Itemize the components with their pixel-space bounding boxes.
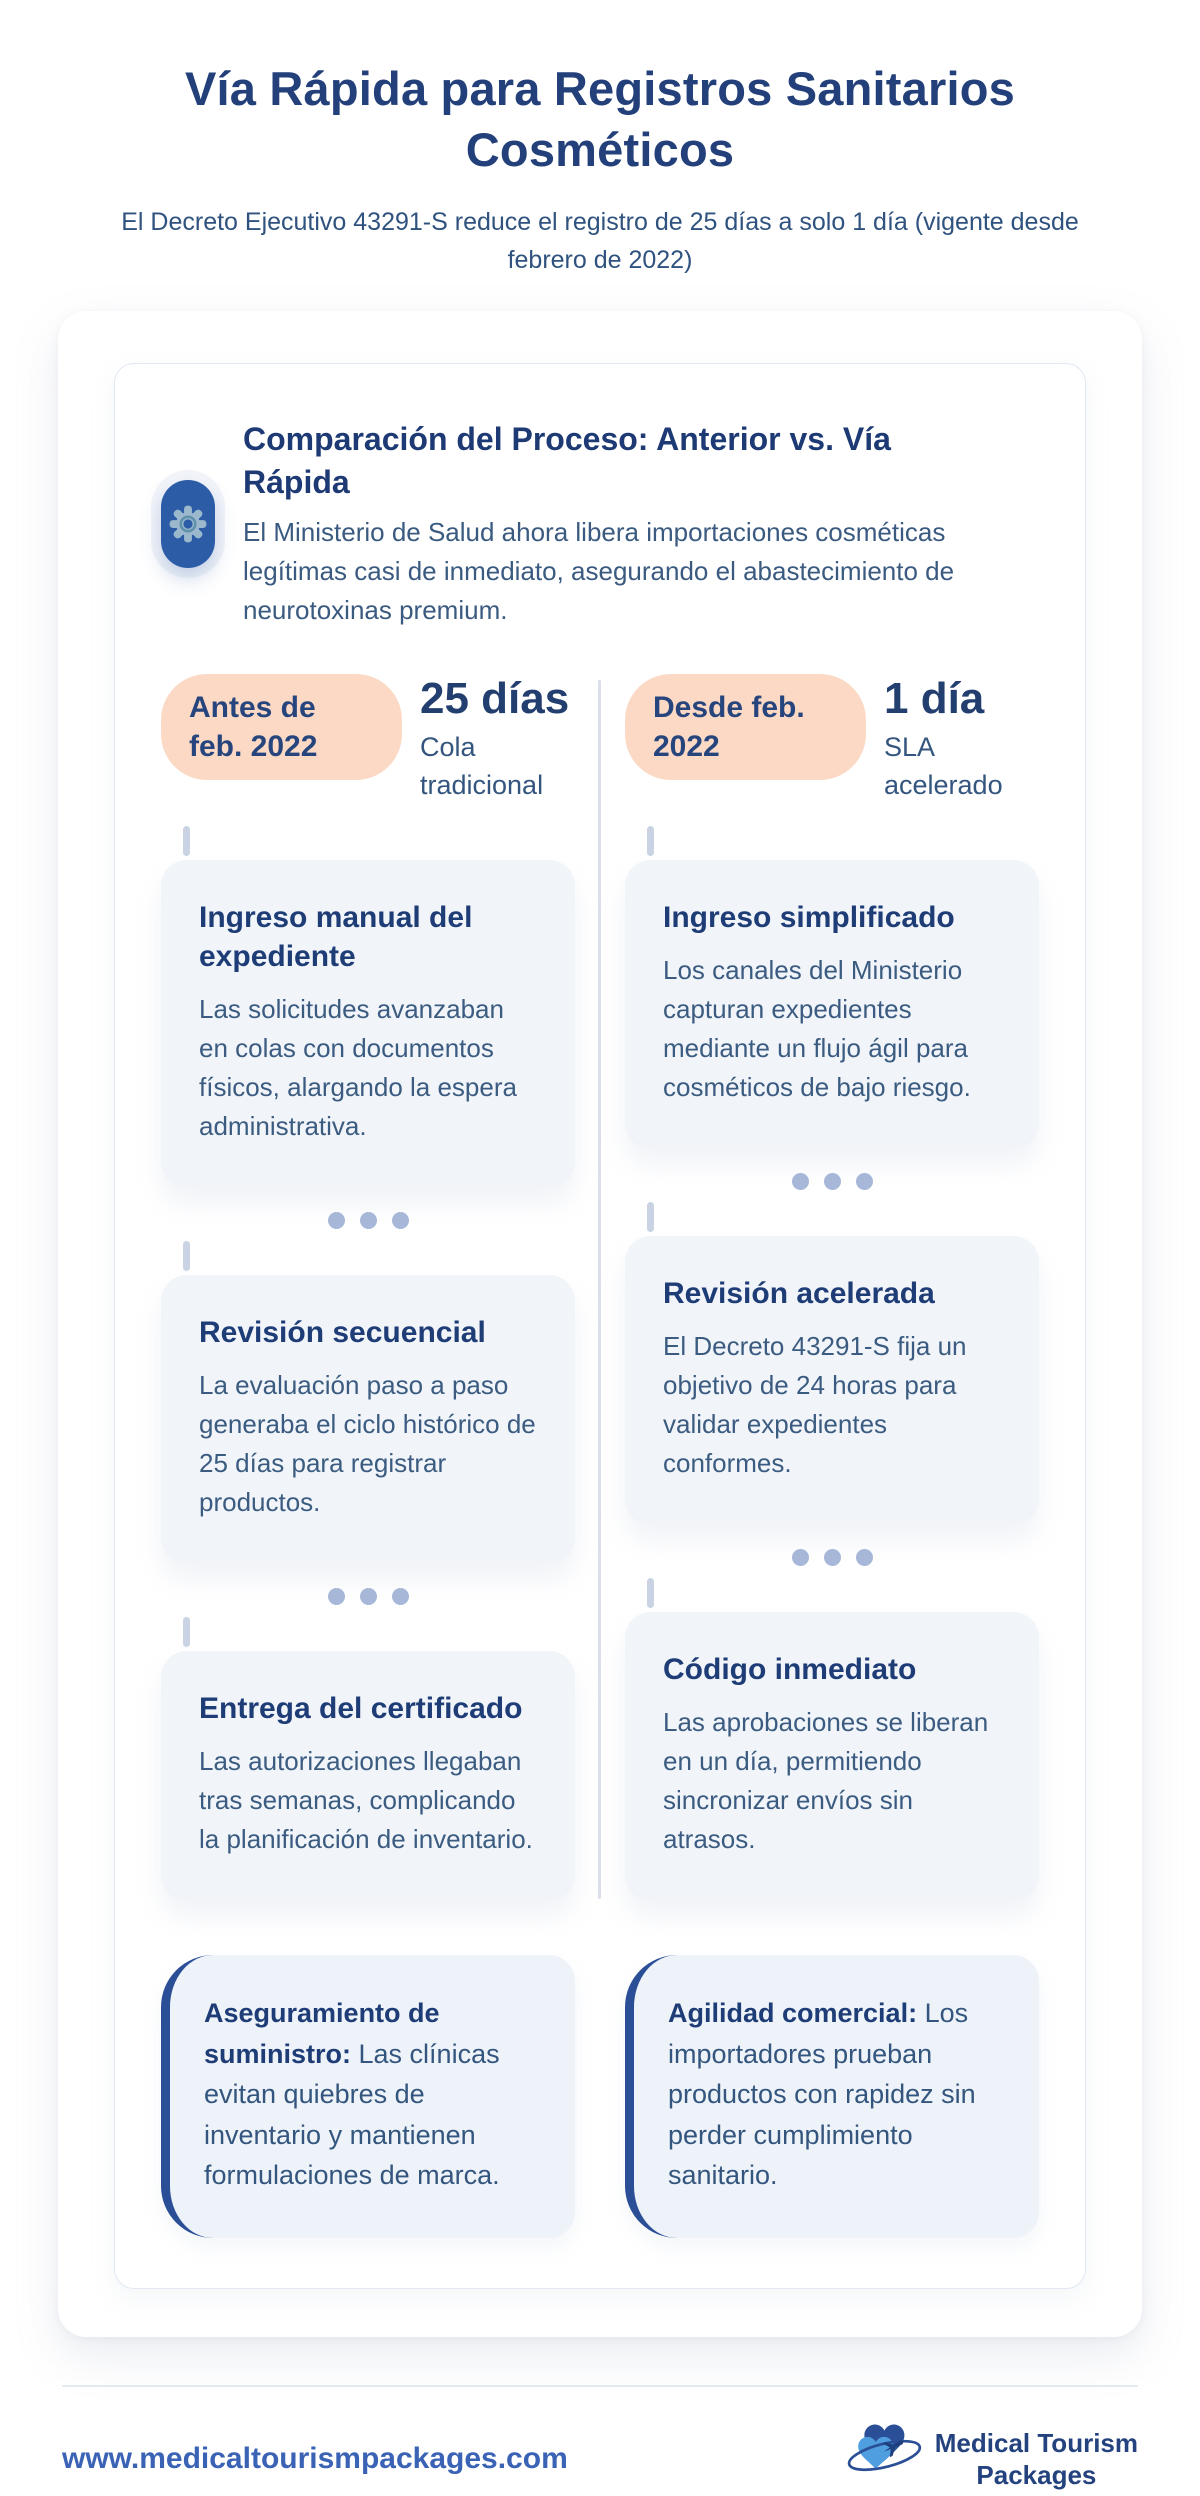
stat-after: [884, 674, 1039, 804]
dot: [824, 1173, 841, 1190]
callout-row: [161, 1955, 1039, 2238]
dot: [328, 1588, 345, 1605]
dot: [792, 1173, 809, 1190]
callout-supply: [161, 1955, 575, 2238]
callout-lead: Agilidad comercial:: [668, 1998, 918, 2029]
dot: [824, 1549, 841, 1566]
dot: [856, 1173, 873, 1190]
brand-name-line2: Packages: [976, 2460, 1097, 2491]
website-link[interactable]: www.medicaltourismpackages.com: [62, 2442, 568, 2476]
dot: [856, 1549, 873, 1566]
dot: [792, 1549, 809, 1566]
dots-separator: [161, 1588, 575, 1605]
page-subtitle: El Decreto Ejecutivo 43291-S reduce el registro de 25 días a solo 1 día (vigente desde febrero de 2022): [121, 208, 1079, 274]
step-title: Ingreso manual del expediente: [199, 901, 473, 974]
connector-tick: [183, 826, 190, 856]
step-card-after-1: [625, 860, 1039, 1149]
dot: [360, 1212, 377, 1229]
step-card-before-2: [161, 1275, 575, 1564]
dot: [360, 1588, 377, 1605]
step-title: Código inmediato: [663, 1653, 917, 1687]
step-body: Las aprobaciones se liberan en un día, permitiendo sincronizar envíos sin atrasos.: [663, 1707, 989, 1855]
connector-tick: [183, 1241, 190, 1271]
callout-text: [204, 1993, 537, 2196]
dot: [392, 1588, 409, 1605]
dots-separator: [161, 1212, 575, 1229]
callout-lead: Aseguramiento de suministro:: [204, 1998, 440, 2069]
comparison-grid: [161, 674, 1039, 1901]
stat-row-before: [161, 674, 575, 804]
callout-text: [668, 1993, 1001, 2196]
connector-tick: [647, 1578, 654, 1608]
step-body: Los canales del Ministerio capturan expedientes mediante un flujo ágil para cosméticos de bajo riesgo.: [663, 955, 971, 1103]
gear-icon: [161, 480, 215, 568]
callout-body: Las clínicas evitan quiebres de inventario y mantienen formulaciones de marca.: [204, 2038, 500, 2191]
page-header: [0, 58, 1200, 279]
dots-separator: [625, 1173, 1039, 1190]
connector-tick: [647, 826, 654, 856]
step-body: El Decreto 43291-S fija un objetivo de 24 horas para validar expedientes conformes.: [663, 1331, 967, 1479]
comparison-panel: [114, 363, 1086, 2289]
callout-body: Los importadores prueban productos con rapidez sin perder cumplimiento sanitario.: [668, 1998, 976, 2191]
dot: [328, 1212, 345, 1229]
connector-tick: [183, 1617, 190, 1647]
column-before: [161, 674, 575, 1901]
stat-row-after: [625, 674, 1039, 804]
period-badge-after: Desde feb. 2022: [625, 674, 866, 780]
step-title: Entrega del certificado: [199, 1692, 523, 1726]
page-footer: [62, 2385, 1138, 2496]
connector-tick: [647, 1202, 654, 1232]
brand-name-line1: Medical Tourism: [934, 2427, 1138, 2458]
period-badge-before: Antes de feb. 2022: [161, 674, 402, 780]
brand-logo: [847, 2423, 1138, 2496]
dots-separator: [625, 1549, 1039, 1566]
step-card-after-3: [625, 1612, 1039, 1901]
step-body: La evaluación paso a paso generaba el ciclo histórico de 25 días para registrar productos.: [199, 1370, 536, 1518]
section-header: [161, 418, 1039, 630]
stat-label-after: SLA acelerado: [884, 731, 1003, 800]
step-card-before-1: [161, 860, 575, 1188]
stat-before: [420, 674, 575, 804]
step-card-after-2: [625, 1236, 1039, 1525]
content-card: [58, 311, 1142, 2337]
section-header-text: [243, 418, 1039, 630]
column-after: [625, 674, 1039, 1901]
stat-value-before: 25 días: [420, 674, 570, 724]
step-title: Revisión acelerada: [663, 1277, 935, 1311]
stat-label-before: Cola tradicional: [420, 731, 544, 800]
step-body: Las autorizaciones llegaban tras semanas, complicando la planificación de inventario.: [199, 1746, 533, 1855]
step-body: Las solicitudes avanzaban en colas con documentos físicos, alargando la espera administrativa.: [199, 994, 517, 1142]
step-card-before-3: [161, 1651, 575, 1901]
page-title: Vía Rápida para Registros Sanitarios Cosméticos: [185, 62, 1015, 177]
section-heading: Comparación del Proceso: Anterior vs. Vía Rápida: [243, 421, 891, 500]
callout-commercial: [625, 1955, 1039, 2238]
stat-value-after: 1 día: [884, 674, 985, 724]
heart-plane-logo-icon: [847, 2423, 925, 2496]
brand-name: [935, 2427, 1138, 2492]
section-description: El Ministerio de Salud ahora libera importaciones cosméticas legítimas casi de inmediato, asegurando el abastecimiento de neurotoxinas premium.: [243, 517, 955, 626]
step-title: Ingreso simplificado: [663, 901, 955, 935]
dot: [392, 1212, 409, 1229]
step-title: Revisión secuencial: [199, 1316, 486, 1350]
